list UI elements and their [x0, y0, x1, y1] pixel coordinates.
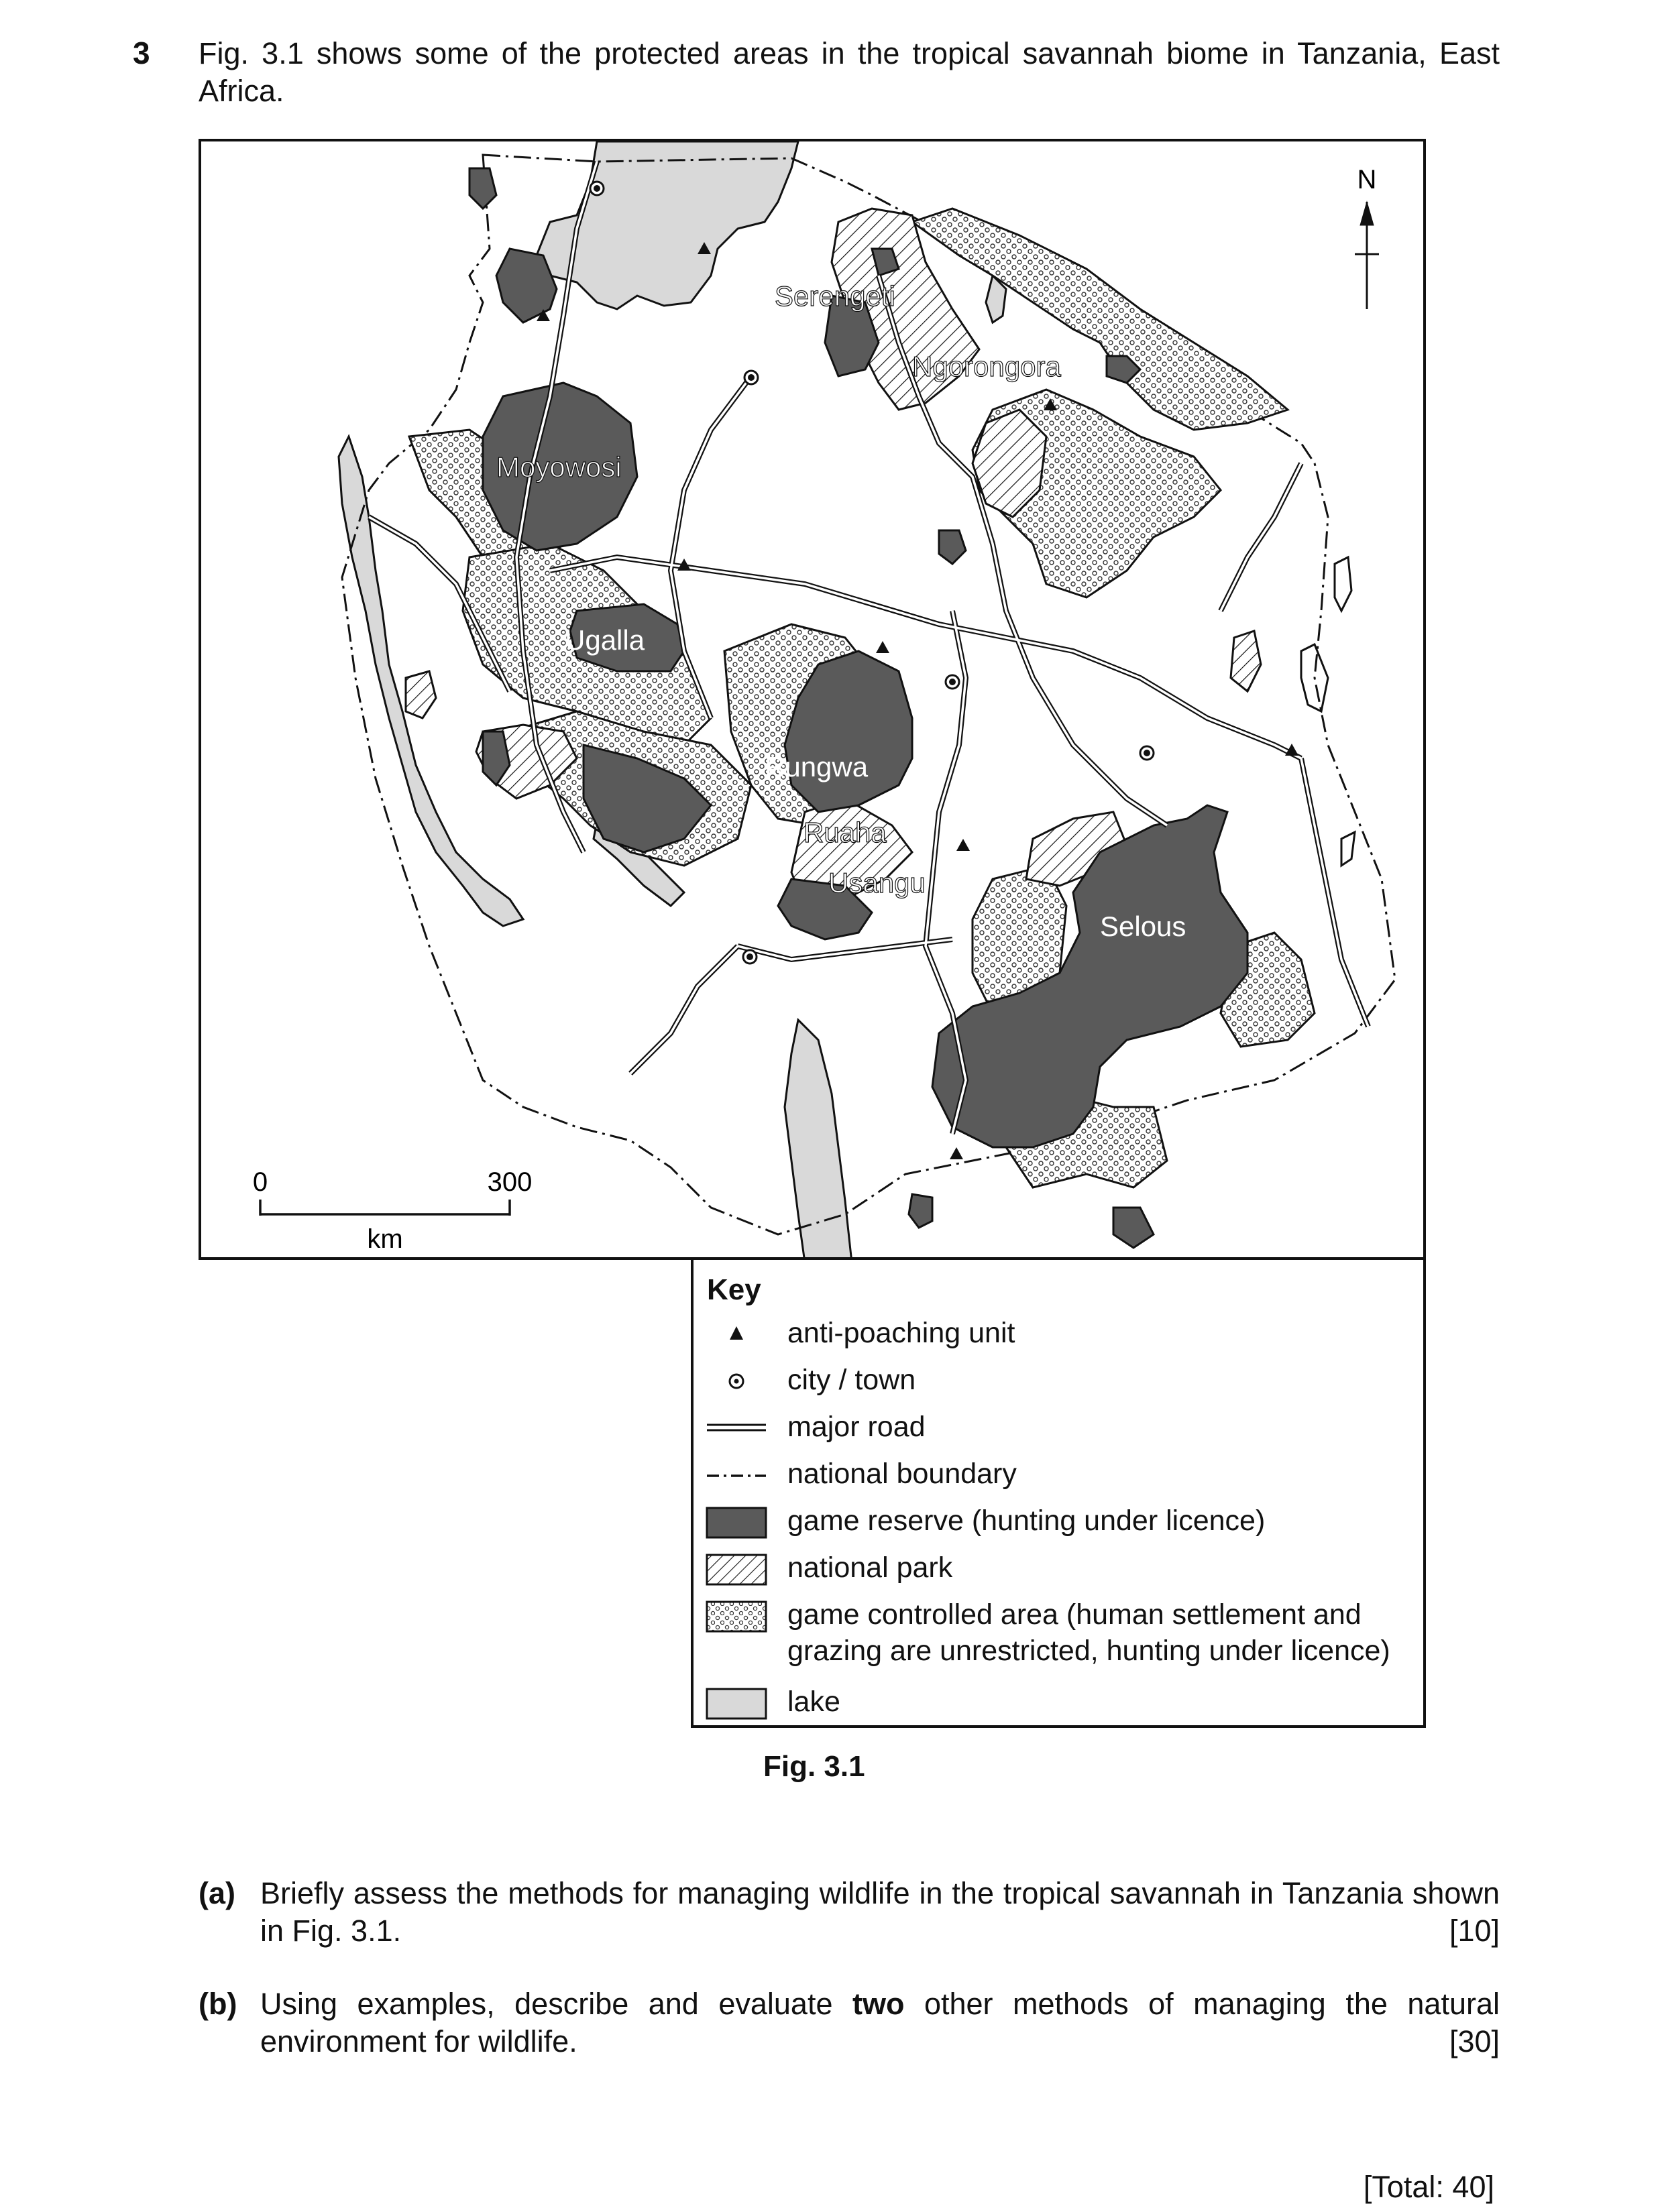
island-pemba: [1335, 557, 1351, 611]
city-town-icon: [743, 950, 757, 964]
map-key: [691, 1257, 1426, 1728]
city-town-icon: [744, 371, 758, 384]
total-marks: [Total: 40]: [1363, 2170, 1494, 2204]
key-label: anti-poaching unit: [787, 1317, 1015, 1349]
key-row-boundary: [706, 1456, 1417, 1496]
part-b-label: (b): [199, 1987, 237, 2021]
north-label: N: [1357, 165, 1377, 194]
key-row-game-reserve: [706, 1503, 1417, 1543]
label-serengeti: Serengeti: [775, 280, 895, 312]
map-figure: [199, 139, 1426, 1260]
key-row-game-controlled: [706, 1596, 1417, 1677]
key-label: national park: [787, 1552, 953, 1584]
reserve-central-small: [939, 530, 966, 564]
label-usangu: Usangu: [828, 867, 926, 898]
key-label: game reserve (hunting under licence): [787, 1505, 1266, 1537]
label-ngorongora: Ngorongora: [912, 351, 1061, 382]
part-a: [199, 1875, 1500, 1955]
scale-bar: [260, 1200, 510, 1216]
question-number: 3: [133, 36, 150, 70]
triangle-icon: [706, 1315, 767, 1355]
figure-caption: Fig. 3.1: [763, 1750, 865, 1783]
key-row-road: [706, 1409, 1417, 1449]
part-b-marks: [30]: [1449, 2024, 1500, 2058]
dash-dot-line-icon: [706, 1456, 767, 1496]
city-town-icon: [1140, 746, 1154, 760]
gca-north-east: [912, 209, 1288, 430]
key-row-city: [706, 1362, 1417, 1402]
key-row-anti-poaching: [706, 1315, 1417, 1355]
key-title: Key: [707, 1273, 761, 1306]
reserve-south-1: [1113, 1208, 1154, 1248]
double-line-icon: [706, 1409, 767, 1449]
anti-poaching-unit: [876, 641, 889, 653]
label-rungwa: Rungwa: [765, 751, 869, 782]
city-town-icon: [946, 675, 959, 689]
part-b: [199, 1985, 1500, 2066]
part-b-text: [260, 1985, 1500, 2060]
key-label: city / town: [787, 1364, 916, 1396]
key-row-national-park: [706, 1550, 1417, 1590]
part-a-text: Briefly assess the methods for managing wildlife in the tropical savannah in Tanzania shown in Fig. 3.1.: [260, 1876, 1500, 1948]
scale-end: 300: [487, 1167, 533, 1197]
tanzania-map: [201, 141, 1426, 1260]
question-intro: Fig. 3.1 shows some of the protected areas in the tropical savannah biome in Tanzania, East Africa.: [199, 36, 1500, 108]
park-coast: [1231, 631, 1261, 691]
part-a-marks: [10]: [1449, 1914, 1500, 1948]
part-b-text-after: other methods of managing the natural environment for wildlife.: [260, 1987, 1500, 2058]
light-fill-icon: [706, 1684, 767, 1724]
part-b-text-bold: two: [852, 1987, 905, 2021]
reserve-north-west-small: [469, 168, 496, 209]
part-b-text-before: Using examples, describe and evaluate: [260, 1987, 852, 2021]
island-mafia: [1341, 832, 1355, 866]
label-ugalla: Ugalla: [565, 624, 645, 656]
key-label: national boundary: [787, 1458, 1017, 1490]
label-ruaha: Ruaha: [803, 817, 887, 848]
scale-start: 0: [252, 1167, 268, 1197]
part-a-label: (a): [199, 1876, 235, 1910]
lake-nyasa: [785, 1020, 852, 1260]
key-row-lake: [706, 1684, 1417, 1724]
park-katavi: [406, 671, 436, 718]
anti-poaching-unit: [956, 839, 970, 851]
north-arrow: [1355, 202, 1379, 309]
city-town-icon: [590, 182, 604, 195]
anti-poaching-unit: [950, 1147, 963, 1159]
dark-fill-icon: [706, 1503, 767, 1543]
scale-unit: km: [367, 1224, 403, 1254]
label-moyowosi: Moyowosi: [496, 451, 622, 483]
hatch-fill-icon: [706, 1550, 767, 1590]
label-selous: Selous: [1100, 911, 1186, 942]
key-label: lake: [787, 1686, 840, 1718]
city-dot-icon: [706, 1362, 767, 1402]
dotted-fill-icon: [706, 1596, 767, 1637]
key-label: major road: [787, 1411, 926, 1443]
reserve-south-2: [909, 1194, 932, 1228]
key-label: game controlled area (human settlement and grazing are unrestricted, hunting under licence): [787, 1598, 1390, 1667]
